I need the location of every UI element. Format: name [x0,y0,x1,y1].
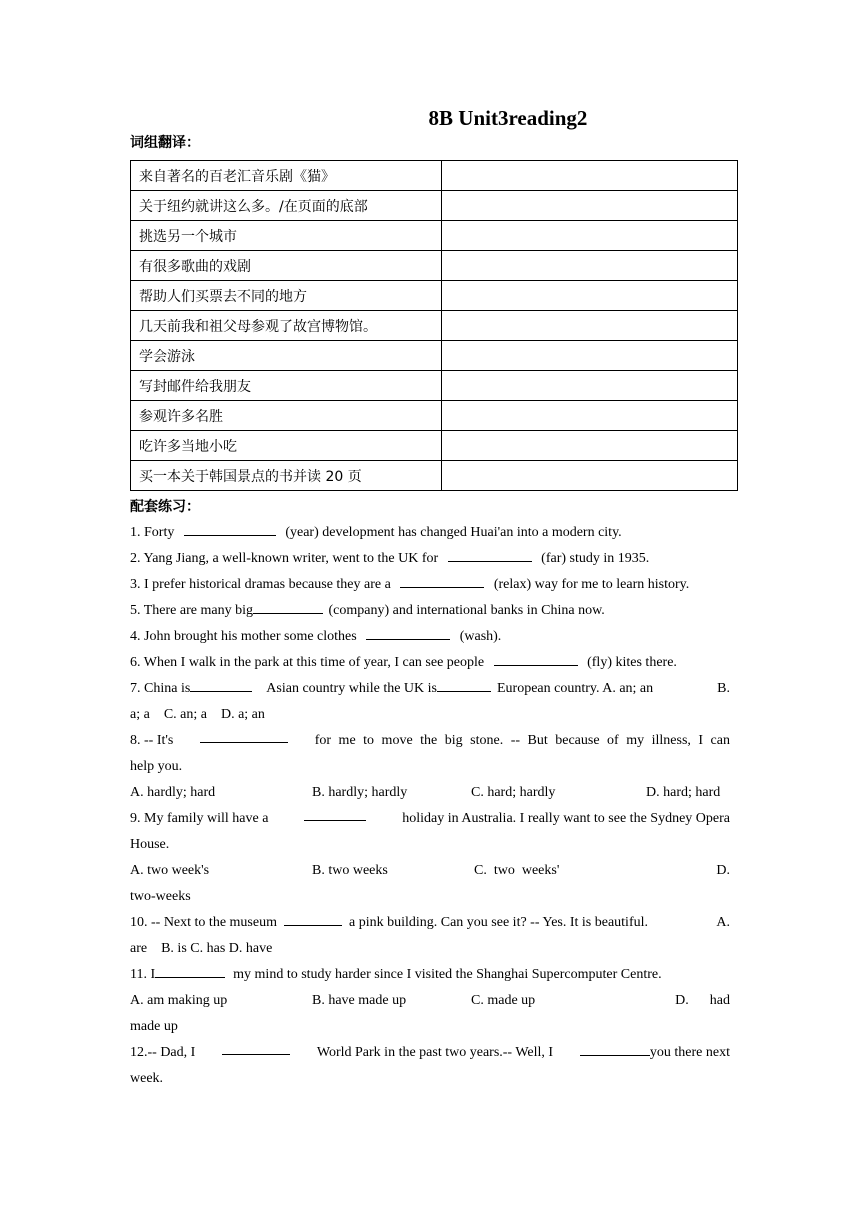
phrase-chinese: 来自著名的百老汇音乐剧《猫》 [131,161,442,191]
question-2: 2. Yang Jiang, a well-known writer, went to the UK for (far) study in 1935. [130,546,730,572]
phrase-answer-cell[interactable] [441,221,737,251]
question-9-options-wrap: two-weeks [130,889,191,904]
phrase-chinese: 写封邮件给我朋友 [131,371,442,401]
phrase-row [131,251,738,281]
phrase-row [131,161,738,191]
question-9-wrap: House. [130,837,170,852]
answer-blank[interactable] [200,728,288,743]
phrase-answer-cell[interactable] [441,461,737,491]
question-11-options-wrap: made up [130,1019,178,1034]
phrase-chinese: 挑选另一个城市 [131,221,442,251]
answer-blank[interactable] [284,911,342,926]
question-8-options: A. hardly; hard B. hardly; hardly C. hard; hardly D. hard; hard [130,785,721,800]
question-11-options: A. am making up B. have made up C. made up D. had [130,993,730,1008]
question-3: 3. I prefer historical dramas because they are a (relax) way for me to learn history. [130,572,730,598]
answer-blank[interactable] [190,677,252,692]
phrase-row [131,281,738,311]
answer-blank[interactable] [437,677,491,692]
phrase-chinese: 帮助人们买票去不同的地方 [131,281,442,311]
phrase-chinese: 关于纽约就讲这么多。/在页面的底部 [131,191,442,221]
answer-blank[interactable] [366,625,450,640]
answer-blank[interactable] [448,547,532,562]
question-12-wrap: week. [130,1071,164,1086]
question-8-wrap: help you. [130,759,183,774]
phrase-chinese: 有很多歌曲的戏剧 [131,251,442,281]
phrase-row [131,191,738,221]
phrase-answer-cell[interactable] [441,341,737,371]
question-12: 12.-- Dad, I World Park in the past two years.-- Well, I you there next [130,1040,730,1066]
answer-blank[interactable] [580,1041,650,1056]
phrase-answer-cell[interactable] [441,281,737,311]
answer-blank[interactable] [253,599,323,614]
exercise-section-label: 配套练习： [130,499,200,515]
phrase-row [131,431,738,461]
phrase-chinese: 学会游泳 [131,341,442,371]
phrase-answer-cell[interactable] [441,161,737,191]
phrase-translation-table [130,160,738,491]
answer-blank[interactable] [400,573,484,588]
phrase-row [131,461,738,491]
phrase-row [131,341,738,371]
question-6: 6. When I walk in the park at this time of year, I can see people (fly) kites there. [130,650,730,676]
phrase-row [131,311,738,341]
answer-blank[interactable] [155,963,225,978]
question-10-options: are B. is C. has D. have [130,941,273,956]
question-7-options: a; a C. an; a D. a; an [130,707,265,722]
phrase-chinese: 吃许多当地小吃 [131,431,442,461]
phrase-row [131,221,738,251]
phrase-answer-cell[interactable] [441,431,737,461]
question-8: 8. -- It's for me to move the big stone. -- But because of my illness, I can [130,728,730,754]
question-7: 7. China is Asian country while the UK is European country. A. an; an B. [130,676,730,702]
answer-blank[interactable] [184,521,276,536]
exercise-list [130,520,730,1092]
phrase-answer-cell[interactable] [441,401,737,431]
answer-blank[interactable] [304,806,366,821]
phrase-chinese: 参观许多名胜 [131,401,442,431]
phrase-chinese: 买一本关于韩国景点的书并读 20 页 [131,461,442,491]
phrase-answer-cell[interactable] [441,251,737,281]
question-10: 10. -- Next to the museum a pink building. Can you see it? -- Yes. It is beautiful. A. [130,910,730,936]
answer-blank[interactable] [494,651,578,666]
question-11: 11. I my mind to study harder since I visited the Shanghai Supercomputer Centre. [130,962,730,988]
phrase-section-label: 词组翻译： [130,135,200,151]
question-5: 5. There are many big (company) and international banks in China now. [130,598,730,624]
question-9: 9. My family will have a holiday in Australia. I really want to see the Sydney Opera [130,806,730,832]
document-title: 8B Unit3reading2 [428,106,588,130]
phrase-row [131,371,738,401]
phrase-answer-cell[interactable] [441,311,737,341]
phrase-answer-cell[interactable] [441,371,737,401]
question-1: 1. Forty (year) development has changed Huai'an into a modern city. [130,520,730,546]
phrase-chinese: 几天前我和祖父母参观了故宫博物馆。 [131,311,442,341]
question-9-options: A. two week's B. two weeks C. two weeks' D. [130,863,730,878]
phrase-row [131,401,738,431]
phrase-answer-cell[interactable] [441,191,737,221]
answer-blank[interactable] [222,1040,290,1055]
question-4: 4. John brought his mother some clothes (wash). [130,624,730,650]
